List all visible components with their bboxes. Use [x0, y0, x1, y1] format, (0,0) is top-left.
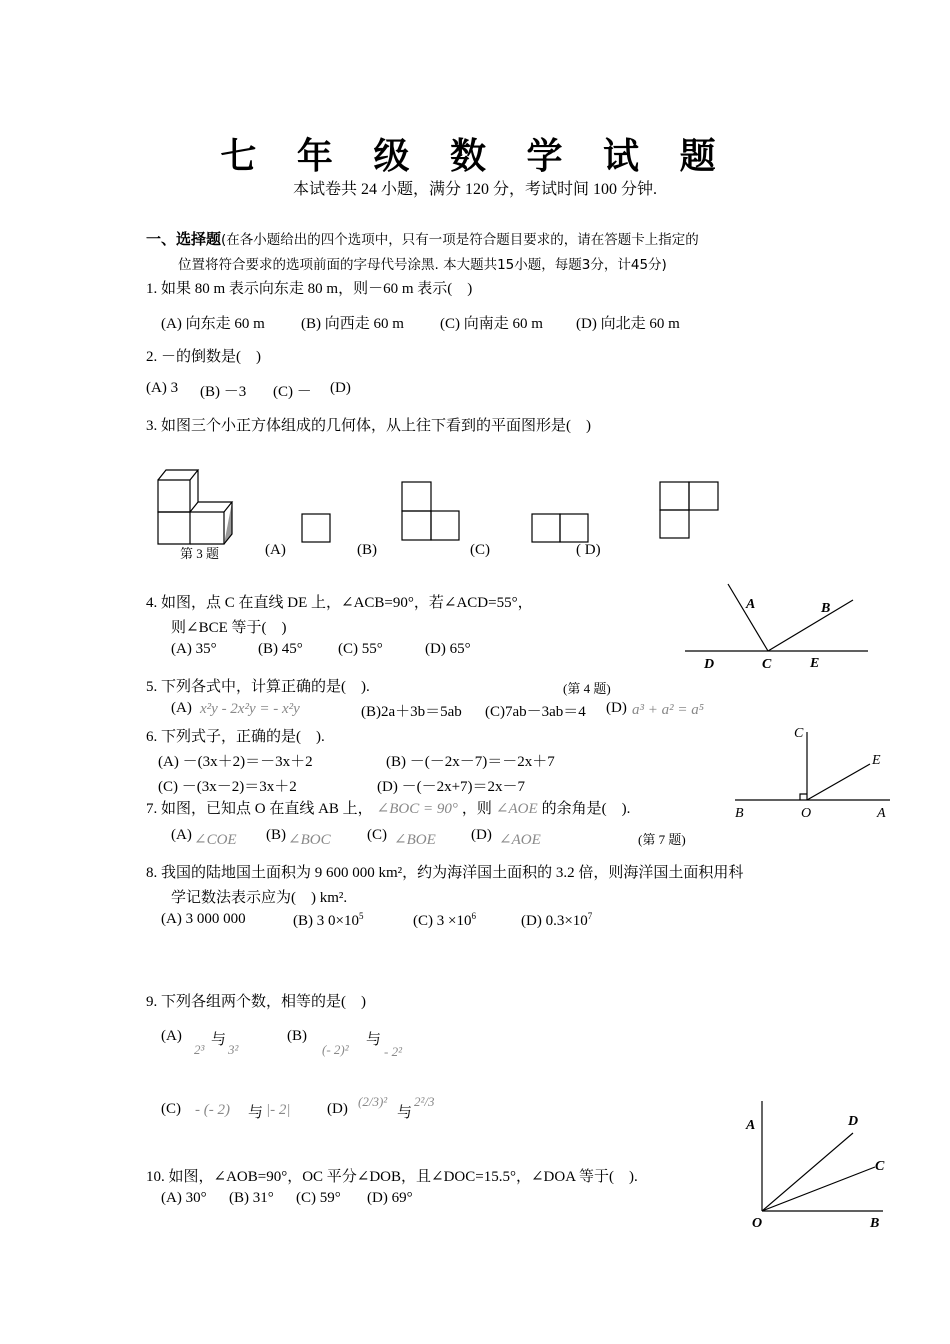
q1-stem: 1. 如果 80 m 表示向东走 80 m，则－60 m 表示( ) — [146, 281, 473, 297]
option-d-shape-tl — [660, 482, 689, 510]
option-d-shape-tr — [689, 482, 718, 510]
cube-right-side — [224, 502, 232, 544]
q8-line1: 8. 我国的陆地国土面积为 9 600 000 km²，约为海洋国土面积的 3.2 倍，则海洋国土面积用科 — [146, 865, 744, 881]
q2-stem: 2. －的倒数是( ) — [146, 349, 261, 365]
q6-option-a: (A) －(3x＋2)＝－3x＋2 — [158, 754, 313, 770]
q10-option-d: (D) 69° — [367, 1190, 413, 1206]
q7-stem-mid: ，则 — [461, 801, 492, 817]
option-c-shape-l — [532, 514, 560, 542]
point-b: B — [821, 601, 831, 616]
q3-label-b: (B) — [357, 542, 377, 558]
q7-stem-expr: ∠BOC = 90° — [376, 801, 458, 817]
point-e: E — [872, 753, 881, 768]
q3-label-d: ( D) — [576, 542, 601, 558]
q2-option-d: (D) — [330, 380, 351, 396]
q5-stem: 5. 下列各式中，计算正确的是( ). — [146, 679, 370, 695]
point-o: O — [801, 806, 812, 821]
point-c: C — [762, 657, 772, 672]
q9-option-a-with: 与 — [211, 1032, 227, 1048]
q10-figure — [738, 1095, 898, 1235]
q5-option-b: (B)2a＋3b＝5ab — [361, 704, 462, 720]
option-b-shape-bl — [402, 511, 431, 540]
point-b: B — [870, 1216, 880, 1231]
q6-option-c: (C) －(3x－2)＝3x＋2 — [158, 779, 297, 795]
q3-label-a: (A) — [265, 542, 286, 558]
ray-cb — [768, 600, 853, 651]
q7-fig-caption: (第 7 题) — [638, 832, 686, 847]
q5-option-c: (C)7ab－3ab＝4 — [485, 704, 586, 720]
q10-option-a: (A) 30° — [161, 1190, 207, 1206]
q9-option-a-expr2: 3² — [228, 1042, 239, 1057]
option-b-shape-top — [402, 482, 431, 511]
point-b: B — [735, 806, 744, 821]
q9-option-b-with: 与 — [366, 1032, 382, 1048]
point-a: A — [746, 1118, 756, 1133]
point-a: A — [746, 597, 756, 612]
q7-option-a-expr: ∠COE — [194, 832, 237, 848]
q9-option-b-label: (B) — [287, 1028, 307, 1044]
q7-option-a-label: (A) — [171, 827, 192, 843]
q5-option-d-expr: a³ + a² = a⁵ — [632, 702, 704, 718]
ray-oc — [762, 1167, 875, 1211]
q7-option-c-expr: ∠BOE — [394, 832, 436, 848]
cube-front-top — [158, 480, 190, 512]
point-c: C — [794, 726, 804, 741]
q7-option-d-expr: ∠AOE — [499, 832, 541, 848]
q1-option-a: (A) 向东走 60 m — [161, 316, 265, 332]
q4-fig-caption: (第 4 题) — [563, 681, 611, 696]
q7-stem — [146, 797, 630, 818]
exam-info: 本试卷共 24 小题，满分 120 分，考试时间 100 分钟. — [292, 181, 657, 198]
ray-od — [762, 1133, 853, 1211]
q8-option-d-exp: 7 — [587, 911, 593, 921]
q8-option-c-base: (C) 3 ×10 — [413, 913, 472, 929]
q10-option-b: (B) 31° — [229, 1190, 274, 1206]
q4-option-d: (D) 65° — [425, 641, 471, 657]
q9-option-d-with: 与 — [397, 1105, 413, 1121]
q8-option-b-exp: 5 — [358, 911, 364, 921]
ray-oe — [807, 764, 870, 800]
q10-stem: 10. 如图，∠AOB=90°，OC 平分∠DOB，且∠DOC=15.5°，∠DOA 等于( ). — [146, 1169, 638, 1185]
q3-stem: 3. 如图三个小正方体组成的几何体，从上往下看到的平面图形是( ) — [146, 418, 591, 434]
q8-option-a: (A) 3 000 000 — [161, 911, 246, 927]
q9-option-d-expr1: (2/3)² — [358, 1094, 388, 1109]
q6-stem: 6. 下列式子，正确的是( ). — [146, 729, 325, 745]
q8-option-c — [413, 911, 476, 930]
point-e: E — [810, 656, 820, 671]
q4-line2: 则∠BCE 等于( ) — [171, 620, 287, 636]
q2-option-a: (A) 3 — [146, 380, 179, 396]
q8-option-b — [293, 911, 363, 930]
q6-option-d: (D) －(－2x+7)＝2x－7 — [377, 779, 526, 795]
q7-option-c-label: (C) — [367, 827, 387, 843]
q9-option-c-expr2: |- 2| — [266, 1102, 291, 1118]
q1-option-c: (C) 向南走 60 m — [440, 316, 543, 332]
q4-option-c: (C) 55° — [338, 641, 383, 657]
q7-option-d-label: (D) — [471, 827, 492, 843]
q4-figure — [680, 580, 880, 675]
q4-option-b: (B) 45° — [258, 641, 303, 657]
q7-stem-pre: 7. 如图，已知点 O 在直线 AB 上， — [146, 801, 373, 817]
q3-label-c: (C) — [470, 542, 490, 558]
section-heading — [146, 228, 699, 249]
q10-option-c: (C) 59° — [296, 1190, 341, 1206]
point-o: O — [752, 1216, 763, 1231]
q9-stem: 9. 下列各组两个数，相等的是( ) — [146, 994, 366, 1010]
point-d: D — [704, 657, 715, 672]
q9-option-d-expr2: 2²/3 — [414, 1094, 435, 1109]
q3-fig-caption: 第 3 题 — [180, 546, 220, 561]
q9-option-c-label: (C) — [161, 1101, 181, 1117]
q1-option-d: (D) 向北走 60 m — [576, 316, 680, 332]
page-title: 七 年 级 数 学 试 题 — [220, 136, 730, 177]
q7-figure — [730, 722, 900, 827]
q1-option-b: (B) 向西走 60 m — [301, 316, 404, 332]
point-a: A — [877, 806, 886, 821]
option-c-shape-r — [560, 514, 588, 542]
q8-option-d — [521, 911, 592, 930]
q7-stem-post: 的余角是( ). — [541, 801, 631, 817]
q5-option-d-label: (D) — [606, 700, 627, 716]
q9-option-b-expr2: - 2² — [384, 1044, 402, 1059]
point-d: D — [848, 1114, 859, 1129]
cube-front-bottom-left — [158, 512, 190, 544]
q5-option-a-label: (A) — [171, 700, 192, 716]
q9-option-c-expr1: - (- 2) — [195, 1102, 230, 1118]
q4-option-a: (A) 35° — [171, 641, 217, 657]
q5-option-a-expr: x²y - 2x²y = - x²y — [200, 701, 300, 717]
q3-figure — [150, 462, 750, 562]
q2-option-c: (C) － — [273, 384, 312, 400]
option-a-shape — [302, 514, 330, 542]
q2-option-b: (B) －3 — [200, 384, 247, 400]
q9-option-c-with: 与 — [248, 1105, 264, 1121]
q9-option-a-expr1: 2³ — [194, 1042, 205, 1057]
q7-stem-expr2: ∠AOE — [495, 801, 538, 817]
right-angle-mark — [800, 794, 807, 800]
cube-top-side — [158, 470, 198, 512]
option-d-shape-bl — [660, 510, 689, 538]
q7-option-b-label: (B) — [266, 827, 286, 843]
q4-line1: 4. 如图，点 C 在直线 DE 上，∠ACB=90°，若∠ACD=55°， — [146, 595, 533, 611]
q8-option-d-base: (D) 0.3×10 — [521, 913, 588, 929]
cube-front-bottom-right — [190, 512, 224, 544]
q8-option-c-exp: 6 — [471, 911, 476, 921]
section-desc-2: 位置将符合要求的选项前面的字母代号涂黑. 本大题共15小题，每题3分，计45分) — [178, 257, 667, 273]
cube-right-top — [198, 502, 232, 512]
q7-option-b-expr: ∠BOC — [288, 832, 331, 848]
q6-option-b: (B) －(－2x－7)＝－2x＋7 — [386, 754, 555, 770]
ray-ca — [728, 584, 768, 651]
section-title: 一、选择题 — [146, 230, 222, 248]
section-desc-1: (在各小题给出的四个选项中，只有一项是符合题目要求的，请在答题卡上指定的 — [221, 232, 699, 248]
point-c: C — [875, 1159, 885, 1174]
q8-option-b-base: (B) 3 0×10 — [293, 913, 359, 929]
q9-option-a-label: (A) — [161, 1028, 182, 1044]
q9-option-b-expr1: (- 2)² — [322, 1042, 349, 1057]
option-b-shape-br — [431, 511, 459, 540]
q8-line2: 学记数法表示应为( ) km². — [171, 890, 348, 906]
q9-option-d-label: (D) — [327, 1101, 348, 1117]
